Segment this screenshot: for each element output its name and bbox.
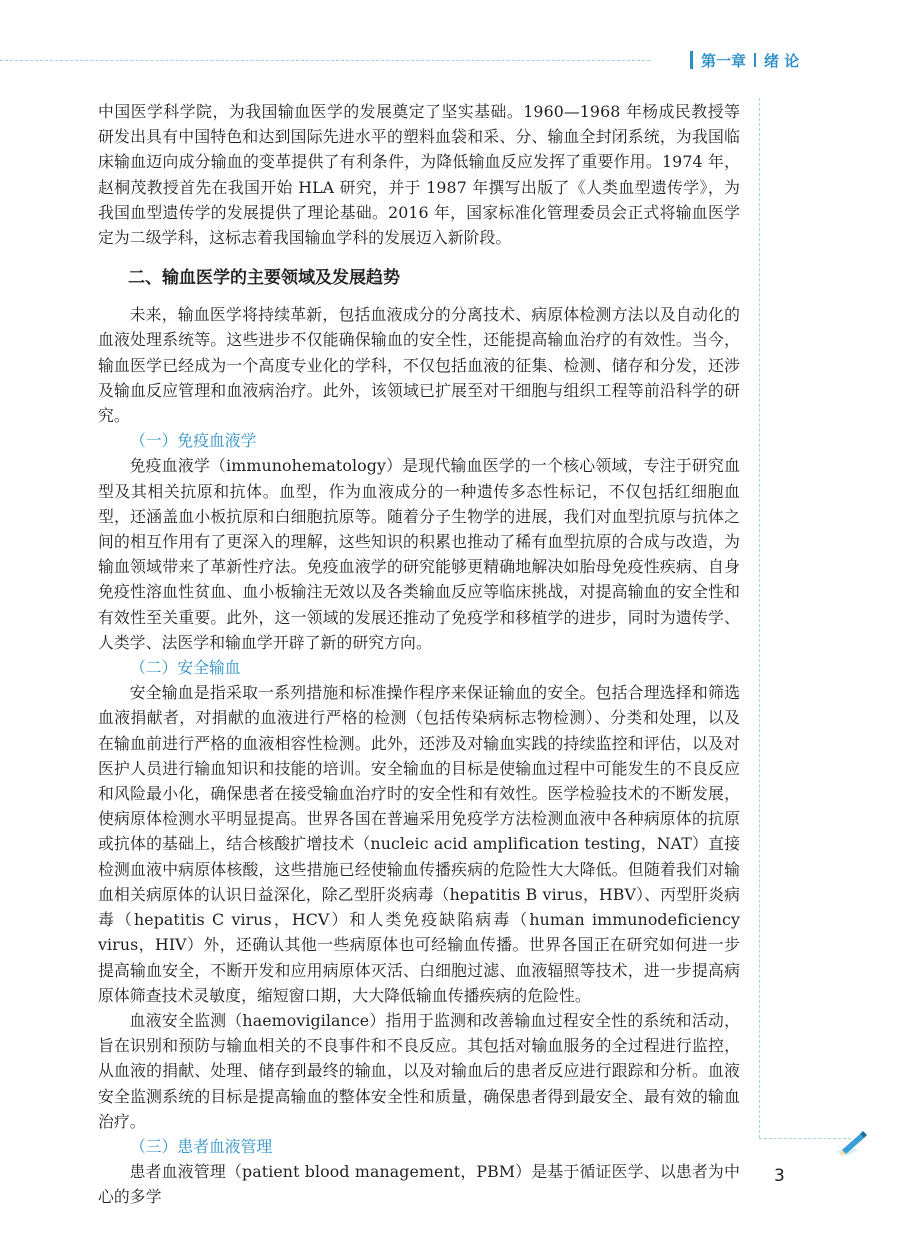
page-content <box>98 99 740 1210</box>
right-dashed-frame <box>759 98 760 1138</box>
page-number: 3 <box>774 1166 785 1186</box>
chapter-title: 绪 论 <box>764 51 800 70</box>
intro-paragraph: 中国医学科学院，为我国输血医学的发展奠定了坚实基础。1960—1968 年杨成民教授等研发出具有中国特色和达到国际先进水平的塑料血袋和采、分、输血全封闭系统，为我国临床输血迈向成分输血的变革提供了有利条件，为降低输血反应发挥了重要作用。1974 年，赵桐茂教授首先在我国开始 HLA 研究，并于 1987 年撰写出版了《人类血型遗传学》，为我国血型遗传学的发展提供了理论基础。2016 年，国家标准化管理委员会正式将输血医学定为二级学科，这标志着我国输血学科的发展迈入新阶段。 <box>98 102 740 248</box>
patient-blood-management-paragraph: 患者血液管理（patient blood management，PBM）是基于循证医学、以患者为中心的多学 <box>98 1162 740 1207</box>
chapter-marker-bar <box>690 51 693 69</box>
immunohematology-paragraph: 免疫血液学（immunohematology）是现代输血医学的一个核心领域，专注于研究血型及其相关抗原和抗体。血型，作为血液成分的一种遗传多态性标记，不仅包括红细胞血型，还涵盖血小板抗原和白细胞抗原等。随着分子生物学的进展，我们对血型抗原与抗体之间的相互作用有了更深入的理解，这些知识的积累也推动了稀有血型抗原的合成与改造，为输血领域带来了革新性疗法。免疫血液学的研究能够更精确地解决如胎母免疫性疾病、自身免疫性溶血性贫血、血小板输注无效以及各类输血反应等临床挑战，对提高输血的安全性和有效性至关重要。此外，这一领域的发展还推动了免疫学和移植学的进步，同时为遗传学、人类学、法医学和输血学开辟了新的研究方向。 <box>98 456 740 652</box>
subheading-patient-blood-management: （三）患者血液管理 <box>130 1136 273 1156</box>
running-header <box>0 42 900 78</box>
section-intro-paragraph: 未来，输血医学将持续革新，包括血液成分的分离技术、病原体检测方法以及自动化的血液处理系统等。这些进步不仅能确保输血的安全性，还能提高输血治疗的有效性。当今，输血医学已经成为一个高度专业化的学科，不仅包括血液的征集、检测、储存和分发，还涉及输血反应管理和血液病治疗。此外，该领域已扩展至对干细胞与组织工程等前沿科学的研究。 <box>98 305 740 426</box>
section-heading: 二、输血医学的主要领域及发展趋势 <box>128 268 400 289</box>
header-dashed-rule <box>0 60 650 61</box>
safe-transfusion-paragraph: 安全输血是指采取一系列措施和标准操作程序来保证输血的安全。包括合理选择和筛选血液捐献者，对捐献的血液进行严格的检测（包括传染病标志物检测）、分类和处理，以及在输血前进行严格的血液相容性检测。此外，还涉及对输血实践的持续监控和评估，以及对医护人员进行输血知识和技能的培训。安全输血的目标是使输血过程中可能发生的不良反应和风险最小化，确保患者在接受输血治疗时的安全性和有效性。医学检验技术的不断发展，使病原体检测水平明显提高。世界各国在普遍采用免疫学方法检测血液中各种病原体的抗原或抗体的基础上，结合核酸扩增技术（nucleic acid amplification testing，NAT）直接检测血液中病原体核酸，这些措施已经使输血传播疾病的危险性大大降低。但随着我们对输血相关病原体的认识日益深化，除乙型肝炎病毒（hepatitis B virus，HBV）、丙型肝炎病毒（hepatitis C virus，HCV）和人类免疫缺陷病毒（human immunodeficiency virus，HIV）外，还确认其他一些病原体也可经输血传播。世界各国正在研究如何进一步提高输血安全，不断开发和应用病原体灭活、白细胞过滤、血液辐照等技术，进一步提高病原体筛查技术灵敏度，缩短窗口期，大大降低输血传播疾病的危险性。 <box>98 683 740 1005</box>
chapter-number: 第一章 <box>701 51 747 70</box>
haemovigilance-paragraph: 血液安全监测（haemovigilance）指用于监测和改善输血过程安全性的系统和活动，旨在识别和预防与输血相关的不良事件和不良反应。其包括对输血服务的全过程进行监控，从血液的捐献、处理、储存到最终的输血，以及对输血后的患者反应进行跟踪和分析。血液安全监测系统的目标是提高输血的整体安全性和质量，确保患者得到最安全、最有效的输血治疗。 <box>98 1010 740 1131</box>
chapter-separator <box>754 53 756 67</box>
subheading-immunohematology: （一）免疫血液学 <box>130 431 257 451</box>
chapter-label <box>690 47 799 73</box>
subheading-safe-transfusion: （二）安全输血 <box>130 658 241 678</box>
pencil-note-icon <box>832 1128 868 1158</box>
